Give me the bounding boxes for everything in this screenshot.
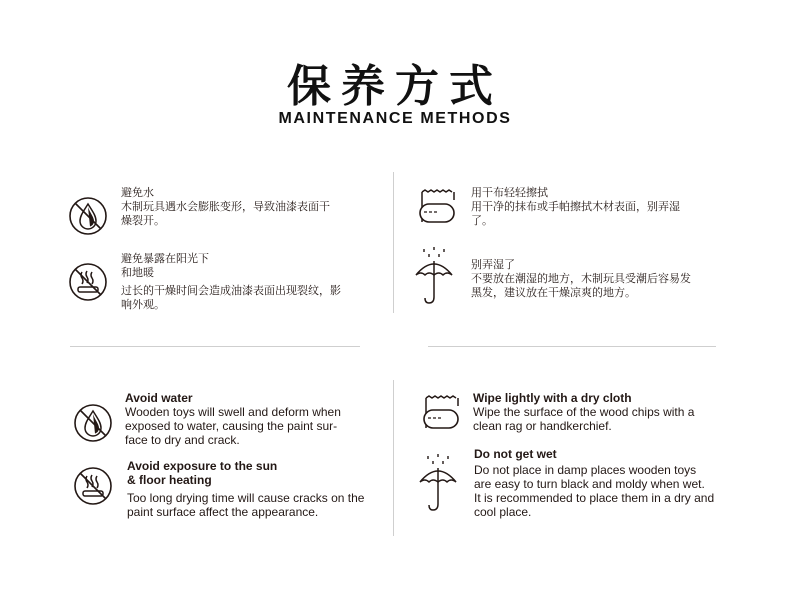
cn-no-wet <box>471 258 726 300</box>
en-avoid-sun-title-2: & floor heating <box>127 473 212 487</box>
no-heat-icon <box>68 262 108 302</box>
en-wipe-title: Wipe lightly with a dry cloth <box>473 391 632 405</box>
cn-avoid-water <box>121 186 371 228</box>
en-wipe-line-2: clean rag or handkerchief. <box>473 419 612 433</box>
en-avoid-water-title: Avoid water <box>125 391 193 405</box>
cn-wipe <box>471 186 721 228</box>
cloth-icon <box>420 394 464 434</box>
page-title: 保养方式 <box>287 61 503 112</box>
cn-avoid-water-title: 避免水 <box>121 187 154 199</box>
en-avoid-sun <box>127 459 387 519</box>
divider-horizontal-right <box>428 346 716 347</box>
cn-avoid-sun-line-1: 过长的干燥时间会造成油漆表面出现裂纹，影 <box>121 285 341 297</box>
en-avoid-water-line-3: face to dry and crack. <box>125 433 240 447</box>
en-avoid-water-line-2: exposed to water, causing the paint sur- <box>125 419 338 433</box>
en-avoid-sun-line-1: Too long drying time will cause cracks on the <box>127 491 365 505</box>
cn-wipe-title: 用干布轻轻擦拭 <box>471 187 548 199</box>
cn-wipe-line-2: 了。 <box>471 215 493 227</box>
en-avoid-sun-line-2: paint surface affect the appearance. <box>127 505 319 519</box>
no-heat-icon <box>73 466 113 506</box>
cn-no-wet-title: 别弄湿了 <box>471 259 515 271</box>
en-no-wet <box>474 447 739 519</box>
no-water-icon <box>68 196 108 236</box>
en-avoid-water <box>125 391 385 447</box>
cn-no-wet-line-1: 不要放在潮湿的地方，木制玩具受潮后容易发 <box>471 273 691 285</box>
cn-avoid-water-line-2: 燥裂开。 <box>121 215 165 227</box>
en-wipe-line-1: Wipe the surface of the wood chips with a <box>473 405 695 419</box>
en-no-wet-line-2: are easy to turn black and moldy when wet. <box>474 477 705 491</box>
cn-avoid-sun-title-1: 避免暴露在阳光下 <box>121 253 209 265</box>
no-water-icon <box>73 403 113 443</box>
divider-vertical-top <box>393 172 394 313</box>
en-avoid-sun-title-1: Avoid exposure to the sun <box>127 459 278 473</box>
cn-no-wet-line-2: 黑发，建议放在干燥凉爽的地方。 <box>471 287 636 299</box>
en-no-wet-line-4: cool place. <box>474 505 532 519</box>
cn-avoid-water-line-1: 木制玩具遇水会膨胀变形，导致油漆表面干 <box>121 201 330 213</box>
cn-avoid-sun <box>121 252 376 312</box>
divider-horizontal-left <box>70 346 360 347</box>
en-no-wet-title: Do not get wet <box>474 447 557 461</box>
umbrella-rain-icon <box>416 452 460 514</box>
umbrella-rain-icon <box>412 245 456 307</box>
en-no-wet-line-3: It is recommended to place them in a dry and <box>474 491 715 505</box>
en-no-wet-line-1: Do not place in damp places wooden toys <box>474 463 697 477</box>
cn-wipe-line-1: 用干净的抹布或手帕擦拭木材表面，别弄湿 <box>471 201 680 213</box>
cn-avoid-sun-line-2: 响外观。 <box>121 299 165 311</box>
en-avoid-water-line-1: Wooden toys will swell and deform when <box>125 405 341 419</box>
page-subtitle: MAINTENANCE METHODS <box>278 110 512 127</box>
cn-avoid-sun-title-2: 和地暖 <box>121 267 154 279</box>
en-wipe <box>473 391 733 433</box>
cloth-icon <box>416 188 460 228</box>
divider-vertical-bottom <box>393 380 394 536</box>
